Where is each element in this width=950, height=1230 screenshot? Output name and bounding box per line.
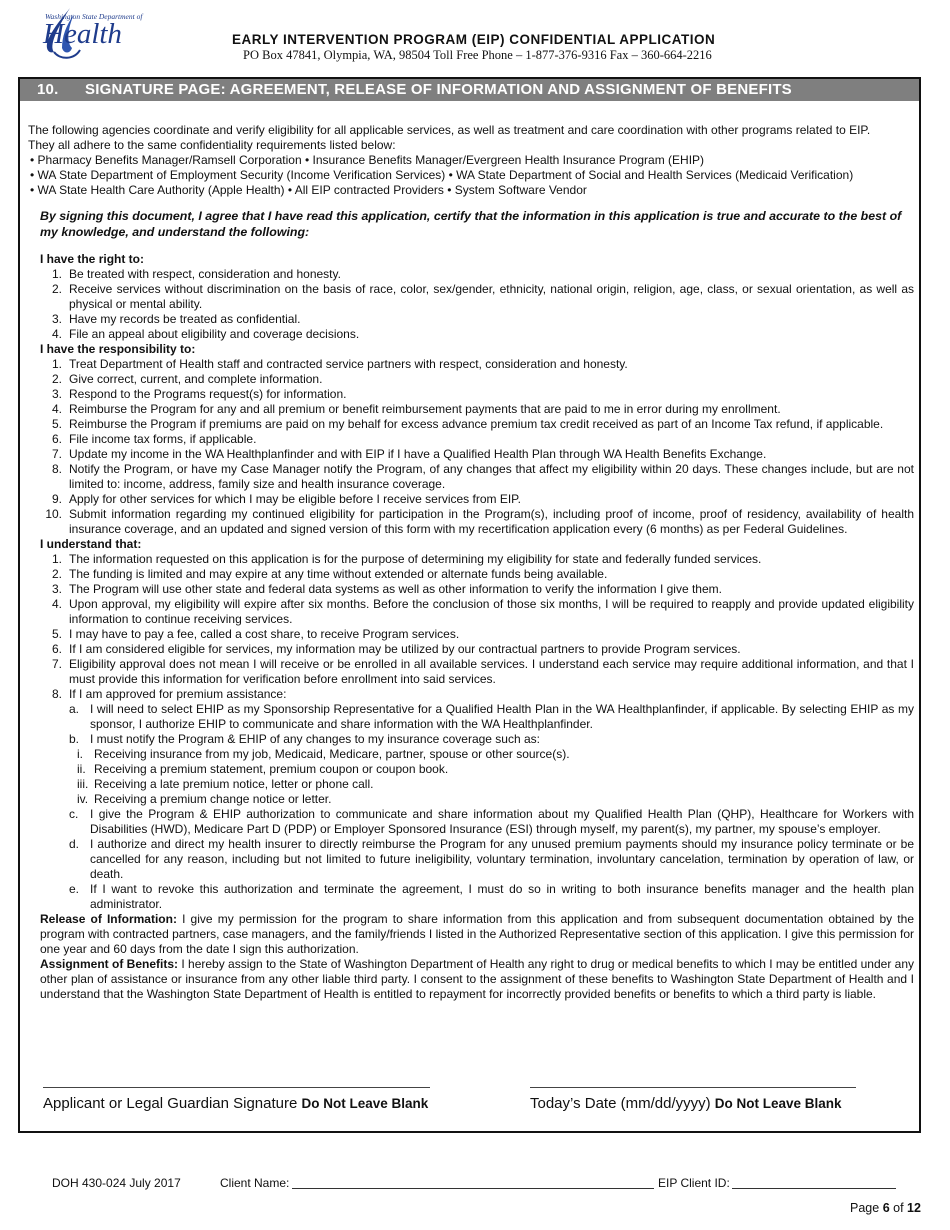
list-item: 4. Reimburse the Program for any and all premium or benefit reimbursement payments that are paid to me in error during my enrollment. [51,402,781,416]
understand-heading: I understand that: [40,537,142,551]
list-item: 7. Eligibility approval does not mean I will receive or be enrolled in all available services. I understand each service may require additional information, and that I must provide this information for verification before enrollment into said services. [51,657,914,686]
release-of-information [40,912,914,957]
intro-line: The following agencies coordinate and verify eligibility for all applicable services, as well as treatment and care coordination with other programs related to EIP. [28,123,871,137]
list-item: b. I must notify the Program & EHIP of any changes to my insurance coverage such as: i. Receiving insurance from my job, Medicaid, Medicare, partner, spouse or other source(s). ii. Receiving a premium statement, premium coupon or coupon book. iii. Receiving a late premium notice, letter or phone call. iv. Receiving a premium change notice or letter. [69,732,914,807]
date-label: Today’s Date (mm/dd/yyyy) Do Not Leave Blank [530,1095,842,1112]
logo-department-text: Washington State Department of [45,12,143,21]
premium-assistance-list [69,702,914,912]
list-item: i. Receiving insurance from my job, Medicaid, Medicare, partner, spouse or other source(s). [77,747,570,761]
list-item: iv. Receiving a premium change notice or letter. [77,792,332,806]
list-item: 4. Upon approval, my eligibility will expire after six months. Before the conclusion of those six months, I will be required to reapply and provide updated eligibility information to continue receiving services. [51,597,914,626]
signature-field[interactable] [43,1087,430,1088]
signature-label: Applicant or Legal Guardian Signature Do Not Leave Blank [43,1095,429,1112]
list-item: 8. If I am approved for premium assistance: a. I will need to select EHIP as my Sponsorship Representative for a Qualified Health Plan in the WA Healthplanfinder, if applicable. By selecting EHIP as my sponsor, I authorize EHIP to communicate and share information with the WA Healthplanfinder. b. I must notify the Program & EHIP of any changes to my insurance coverage such as: i. Receiving insurance from my job, Medicaid, Medicare, partner, spouse or other source(s). ii. Receiving a premium statement, premium coupon or coupon book. iii. Receiving a late premium notice, letter or phone call. iv. Receiving a premium change notice or letter. c. I give the Program & EHIP authorization to communicate and share information about my Qualified Health Plan (QHP), Healthcare for Workers with Disabilities (HWD), Medicare Part D (PDP) or Employer Sponsored Insurance (ESI) through myself, my parent(s), my partner, my spouse’s employer. d. I authorize and direct my health insurer to directly reimburse the Program for any unused premium payments should my insurance policy terminate or be cancelled for any reason, including but not limited to future ineligibility, voluntary termination, involuntary cancelation, termination by operation of law, or death. e. If I want to revoke this authorization and terminate the agreement, I must do so in writing to both insurance benefits manager and the health plan administrator. [51,687,914,911]
section-number: 10. [37,81,59,98]
list-item: 7. Update my income in the WA Healthplanfinder and with EIP if I have a Qualified Health Plan through WA Health Benefits Exchange. [51,447,767,461]
list-item: 9. Apply for other services for which I may be eligible before I receive services from EIP. [51,492,521,506]
intro-line: They all adhere to the same confidentiality requirements listed below: [28,138,396,152]
rights-heading: I have the right to: [40,252,145,266]
list-item: 4. File an appeal about eligibility and coverage decisions. [51,327,360,341]
form-title: EARLY INTERVENTION PROGRAM (EIP) CONFIDENTIAL APPLICATION [232,32,716,47]
release-text: I give my permission for the program to share information from this application and from subsequent documentation obtained by the program with contracted partners, case managers, and the family/friends I listed in the Authorized Representative section of this application. I give this permission for one year and 60 days from the date I sign this authorization. [40,912,914,956]
list-item: a. I will need to select EHIP as my Sponsorship Representative for a Qualified Health Plan in the WA Healthplanfinder, if applicable. By selecting EHIP as my sponsor, I authorize EHIP to communicate and share information with the WA Healthplanfinder. [69,702,914,731]
list-item: ii. Receiving a premium statement, premium coupon or coupon book. [77,762,449,776]
list-item: 10. Submit information regarding my continued eligibility for participation in the Program(s), including proof of income, proof of residency, availability of health insurance coverage, and an updated and signed version of this form with my recertification application every (6 months) as per Federal Guidelines. [45,507,914,536]
coverage-change-list [69,747,914,807]
release-label: Release of Information: [40,912,177,926]
client-name-label: Client Name: [220,1176,290,1190]
logo-health-text: Health [43,18,122,50]
list-item: 2. Give correct, current, and complete information. [51,372,323,386]
affirmation-statement: By signing this document, I agree that I have read this application, certify that the information in this application is true and accurate to the best of my knowledge, and understand the following: [40,209,902,239]
eip-client-id-field[interactable] [732,1188,896,1189]
list-item: c. I give the Program & EHIP authorization to communicate and share information about my Qualified Health Plan (QHP), Healthcare for Workers with Disabilities (HWD), Medicare Part D (PDP) or Employer Sponsored Insurance (ESI) through myself, my parent(s), my partner, my spouse’s employer. [69,807,914,836]
list-item: 8. Notify the Program, or have my Case Manager notify the Program, of any changes that affect my eligibility within 20 days. These changes include, but are not limited to: income, address, family size and health insurance coverage. [51,462,914,491]
eip-client-id-label: EIP Client ID: [658,1176,730,1190]
list-item: 3. The Program will use other state and federal data systems as well as other information to verify the information I give them. [51,582,722,596]
list-item: 1. Be treated with respect, consideration and honesty. [51,267,341,281]
list-item: iii. Receiving a late premium notice, letter or phone call. [77,777,374,791]
client-name-field[interactable] [292,1188,654,1189]
list-item: 1. Treat Department of Health staff and contracted service partners with respect, consideration and honesty. [51,357,628,371]
date-field[interactable] [530,1087,856,1088]
list-item: e. If I want to revoke this authorization and terminate the agreement, I must do so in writing to both insurance benefits manager and the health plan administrator. [69,882,914,911]
assignment-text: I hereby assign to the State of Washington Department of Health any right to drug or medical benefits to which I may be entitled under any other plan of assistance or insurance from any other liable third party. I consent to the assignment of these benefits to Washington State Department of Health and I understand that the Washington State Department of Health is entitled to repayment for incorrectly provided benefits or benefits to which a third party is liable. [40,957,914,1001]
section-title: SIGNATURE PAGE: AGREEMENT, RELEASE OF INFORMATION AND ASSIGNMENT OF BENEFITS [85,81,792,98]
responsibilities-heading: I have the responsibility to: [40,342,196,356]
agency-bullet: • Pharmacy Benefits Manager/Ramsell Corporation • Insurance Benefits Manager/Evergreen Health Insurance Program (EHIP) [30,153,705,167]
contact-info: PO Box 47841, Olympia, WA, 98504 Toll Free Phone – 1-877-376-9316 Fax – 360-664-2216 [243,48,712,62]
agreement-content [28,123,914,1002]
responsibilities-list [40,357,914,537]
form-number: DOH 430-024 July 2017 [52,1176,181,1190]
signature-section-frame [18,77,921,1133]
rights-list [40,267,914,342]
list-item: 6. File income tax forms, if applicable. [51,432,257,446]
agency-bullet: • WA State Department of Employment Security (Income Verification Services) • WA State Department of Social and Health Services (Medicaid Verification) [30,168,854,182]
list-item: 3. Respond to the Programs request(s) for information. [51,387,347,401]
list-item: 5. I may have to pay a fee, called a cost share, to receive Program services. [51,627,460,641]
agency-bullet: • WA State Health Care Authority (Apple Health) • All EIP contracted Providers • System Software Vendor [30,183,587,197]
page-number: Page 6 of 12 [850,1201,921,1215]
list-item: 1. The information requested on this application is for the purpose of determining my eligibility for state and federally funded services. [51,552,762,566]
assignment-of-benefits [40,957,914,1002]
intro-block [28,123,914,198]
section-header-band [20,79,919,101]
understand-list [40,552,914,912]
list-item: 3. Have my records be treated as confidential. [51,312,301,326]
list-item: 6. If I am considered eligible for services, my information may be utilized by our contractual partners to provide Program services. [51,642,741,656]
assignment-label: Assignment of Benefits: [40,957,179,971]
page-header [0,0,950,72]
list-item: 2. Receive services without discrimination on the basis of race, color, sex/gender, ethnicity, national origin, religion, age, class, or sexual orientation, as well as physical or mental ability. [51,282,914,311]
list-item: 5. Reimburse the Program if premiums are paid on my behalf for excess advance premium tax credit received as part of an Income Tax refund, if applicable. [51,417,884,431]
list-item: 2. The funding is limited and may expire at any time without extended or alternate funds being available. [51,567,608,581]
list-item: d. I authorize and direct my health insurer to directly reimburse the Program for any unused premium payments should my insurance policy terminate or be cancelled for any reason, including but not limited to future ineligibility, voluntary termination, involuntary cancelation, termination by operation of law, or death. [69,837,914,881]
